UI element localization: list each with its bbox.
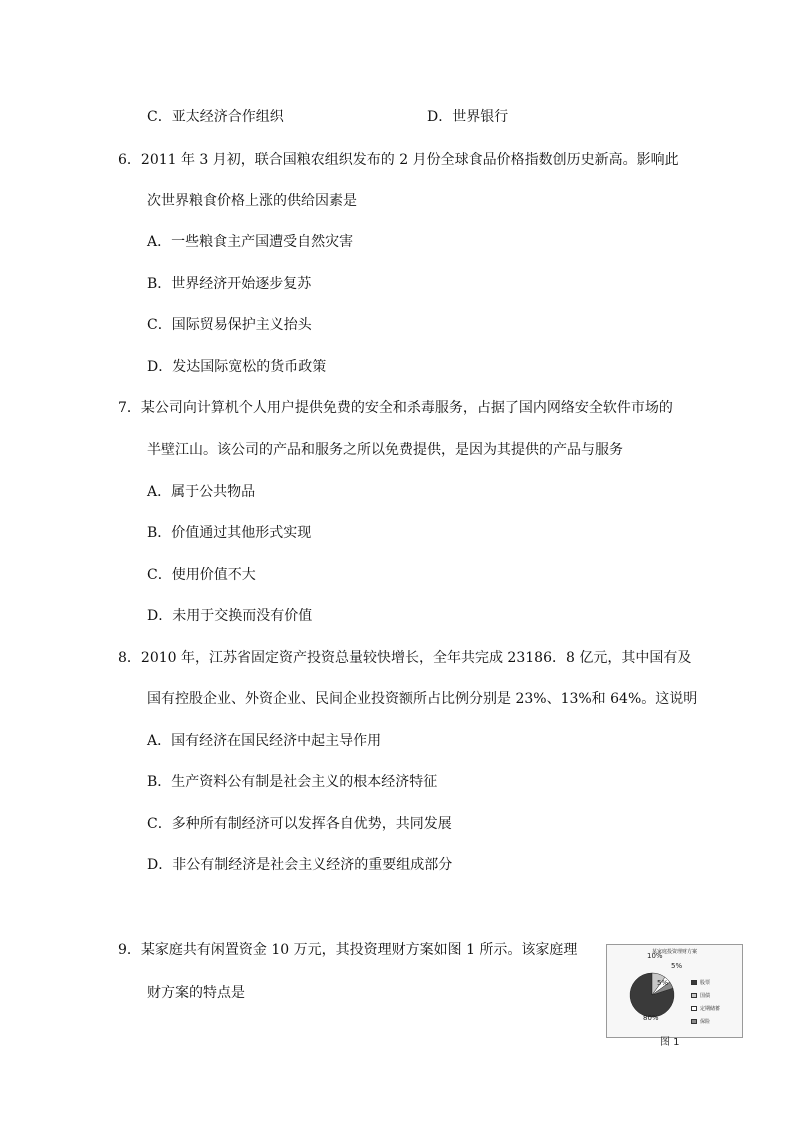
q8-option-c: C．多种所有制经济可以发挥各自优势，共同发展	[147, 816, 452, 832]
chart-title: 某家庭投资理财方案	[651, 949, 697, 955]
pie-chart	[607, 945, 742, 1037]
legend-label: 定期储蓄	[700, 1006, 721, 1012]
legend-item-bonds	[691, 993, 710, 1000]
value-label-insurance: 5%	[657, 979, 669, 987]
value-label-bonds: 10%	[647, 952, 663, 960]
legend-label: 保险	[700, 1019, 711, 1025]
legend-swatch	[691, 1019, 697, 1024]
figure-investment-pie	[606, 944, 743, 1038]
legend-label: 国债	[700, 993, 711, 999]
q6-option-b: B．世界经济开始逐步复苏	[147, 276, 312, 292]
q6-option-d: D．发达国际宽松的货币政策	[147, 359, 327, 375]
legend-label: 股票	[700, 980, 711, 986]
q8-option-a: A．国有经济在国民经济中起主导作用	[147, 733, 382, 749]
legend-item-stocks	[691, 980, 710, 987]
q6-stem-line2: 次世界粮食价格上涨的供给因素是	[147, 193, 357, 209]
q7-option-b: B．价值通过其他形式实现	[147, 525, 312, 541]
q5-option-c: C．亚太经济合作组织	[147, 109, 284, 125]
figure-caption: 图 1	[660, 1037, 680, 1048]
legend-swatch	[691, 993, 697, 998]
q8-option-b: B．生产资料公有制是社会主义的根本经济特征	[147, 774, 438, 790]
q7-option-a: A．属于公共物品	[147, 484, 256, 500]
legend-item-insurance	[691, 1019, 710, 1026]
q7-stem-line1: 7．某公司向计算机个人用户提供免费的安全和杀毒服务，占据了国内网络安全软件市场的	[118, 400, 673, 416]
q6-option-a: A．一些粮食主产国遭受自然灾害	[147, 234, 354, 250]
q7-option-d: D．未用于交换而没有价值	[147, 608, 313, 624]
q6-stem-line1: 6．2011 年 3 月初，联合国粮农组织发布的 2 月份全球食品价格指数创历史新高。影响此	[118, 152, 679, 168]
q7-stem-line2: 半壁江山。该公司的产品和服务之所以免费提供，是因为其提供的产品与服务	[147, 442, 623, 458]
legend-swatch	[691, 1006, 697, 1011]
value-label-deposit: 5%	[671, 962, 683, 970]
legend-swatch	[691, 980, 697, 985]
q6-option-c: C．国际贸易保护主义抬头	[147, 317, 312, 333]
q9-stem-line1: 9．某家庭共有闲置资金 10 万元，其投资理财方案如图 1 所示。该家庭理	[118, 942, 578, 958]
q5-option-d: D．世界银行	[427, 109, 509, 125]
q9-stem-line2: 财方案的特点是	[147, 985, 245, 1001]
value-label-stocks: 80%	[643, 1014, 659, 1022]
q8-stem-line1: 8．2010 年，江苏省固定资产投资总量较快增长，全年共完成 23186．8 亿元，其中国有及	[118, 650, 692, 666]
legend-item-deposit	[691, 1006, 720, 1013]
q8-option-d: D．非公有制经济是社会主义经济的重要组成部分	[147, 857, 453, 873]
q8-stem-line2: 国有控股企业、外资企业、民间企业投资额所占比例分别是 23%、13%和 64%。这说明	[147, 691, 698, 707]
q7-option-c: C．使用价值不大	[147, 567, 256, 583]
